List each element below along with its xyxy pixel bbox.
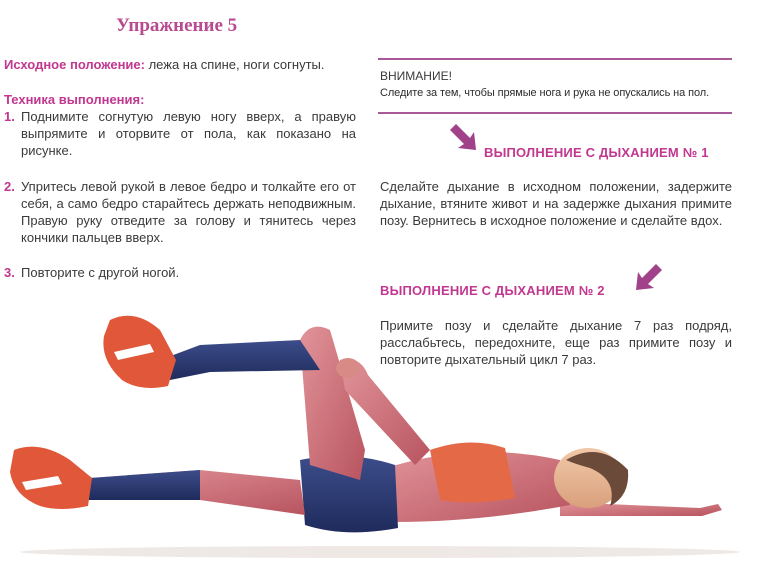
step-text: Упритесь левой рукой в левое бедро и толкайте его от себя, а само бедро старайтесь держать неподвижным. Правую руку отведите за голову и тянитесь через кончики пальцев вверх. [21, 179, 356, 245]
technique-step [4, 108, 356, 159]
bent-leg-thigh [300, 327, 365, 480]
technique-step [4, 264, 356, 281]
hand [336, 358, 360, 378]
warning-title: ВНИМАНИЕ! [380, 69, 452, 83]
step-number: 2. [4, 179, 15, 194]
straight-leg-legging [88, 470, 200, 500]
technique-step [4, 178, 356, 246]
warning-box [378, 58, 732, 114]
exercise-illustration [0, 300, 764, 569]
sports-top [430, 442, 515, 502]
step-text: Повторите с другой ногой. [21, 265, 180, 280]
arrow-down-left-icon [632, 260, 666, 294]
warning-text: Следите за тем, чтобы прямые нога и рука не опускались на пол. [380, 87, 710, 99]
step-text: Поднимите согнутую левую ногу вверх, а правую выпрямите и оторвите от пола, как показано на рисунке. [21, 109, 356, 158]
step-number: 3. [4, 265, 15, 280]
breathing-2-text: Примите позу и сделайте дыхание 7 раз подряд, расслабьтесь, передохните, еще раз примите позу и повторите дыхательный цикл 7 раз. [380, 318, 732, 367]
breathing-2-heading: ВЫПОЛНЕНИЕ С ДЫХАНИЕМ № 2 [380, 283, 605, 298]
start-position [4, 57, 324, 72]
floor-shadow [20, 546, 740, 558]
breathing-1-text: Сделайте дыхание в исходном положении, задержите дыхание, втяните живот и на задержке дыхания примите позу. Вернитесь в исходное положение и сделайте вдох. [380, 179, 732, 228]
arrow-down-right-icon [446, 120, 480, 154]
technique-heading: Техника выполнения: [4, 92, 145, 107]
step-number: 1. [4, 109, 15, 124]
start-position-label: Исходное положение: [4, 57, 145, 72]
page-title: Упражнение 5 [116, 15, 238, 36]
breathing-1-heading: ВЫПОЛНЕНИЕ С ДЫХАНИЕМ № 1 [484, 145, 709, 160]
bent-leg-shin [160, 340, 320, 380]
start-position-text: лежа на спине, ноги согнуты. [144, 57, 325, 72]
